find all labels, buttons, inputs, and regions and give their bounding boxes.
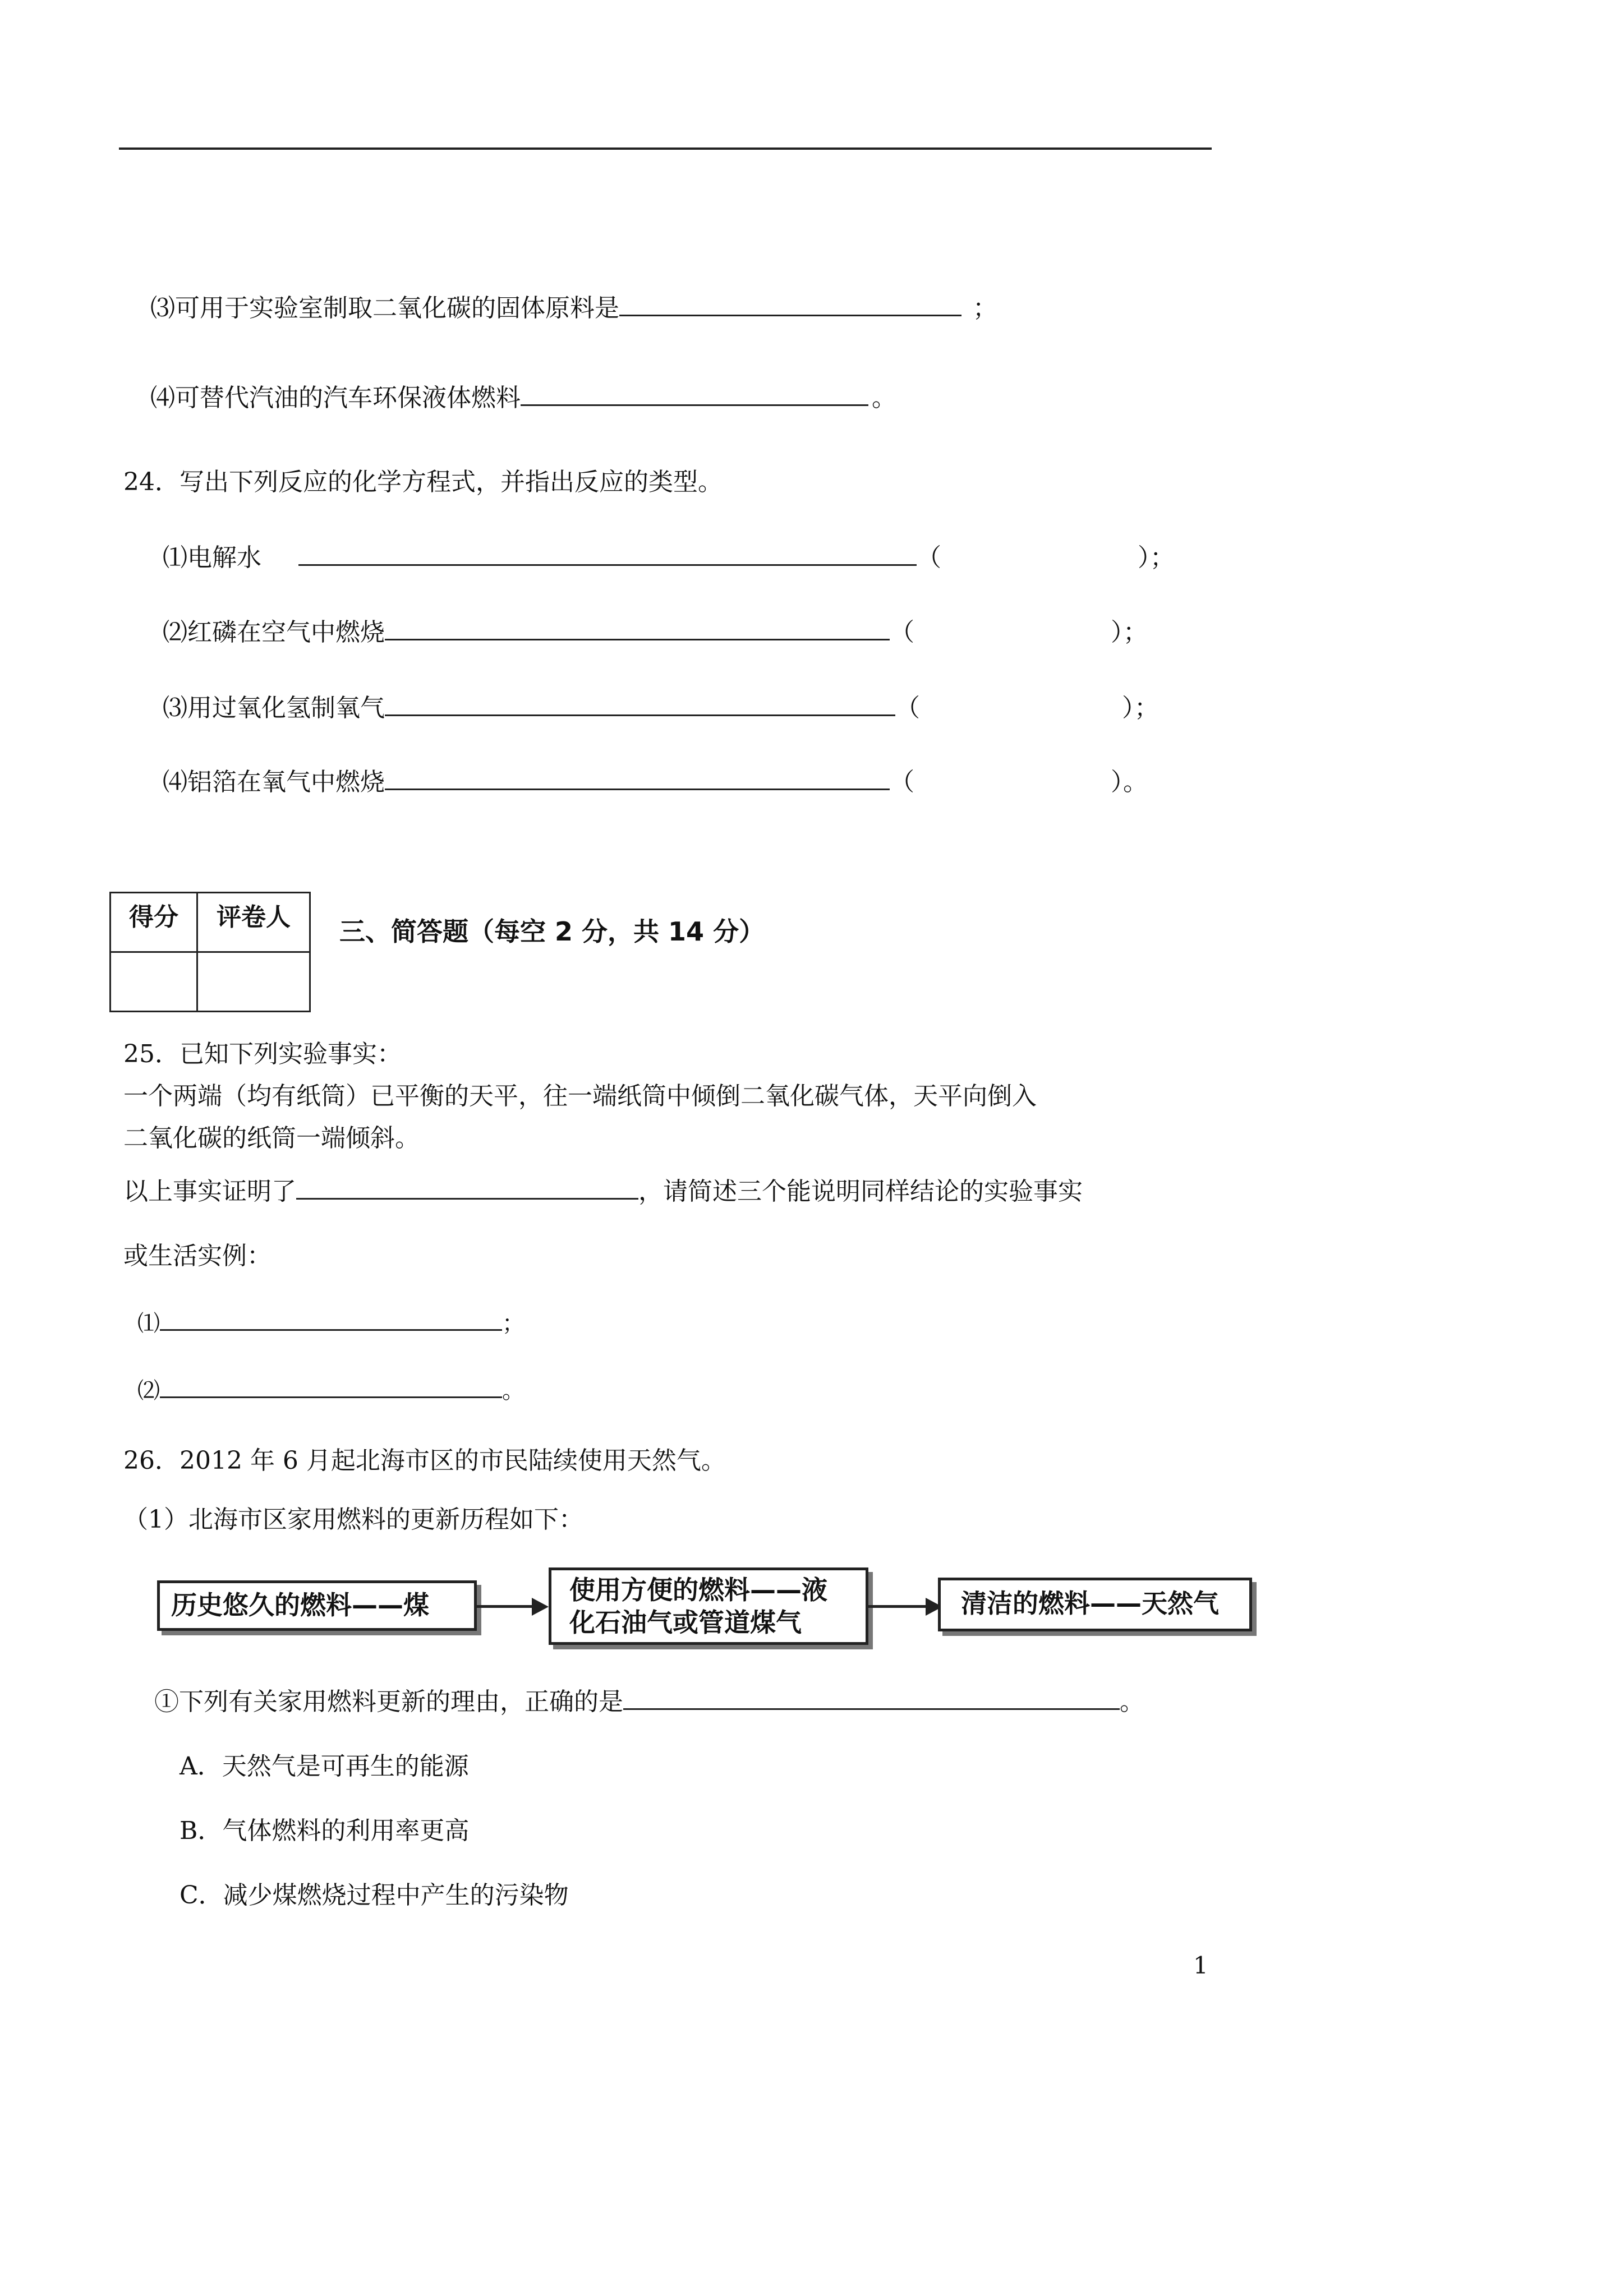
option-a: A．天然气是可再生的能源 (180, 1752, 469, 1781)
header-rule (119, 147, 1212, 150)
flow-box-coal-text: 历史悠久的燃料——煤 (171, 1590, 429, 1620)
score-header: 得分 (111, 893, 197, 952)
q24-item3-label: ⑶用过氧化氢制氧气 (163, 694, 385, 722)
q24-item2 (163, 616, 1148, 649)
q25-prove-suffix: ，请简述三个能说明同样结论的实验事实 (638, 1177, 1083, 1206)
answer-blank[interactable] (296, 1175, 638, 1200)
option-c: C．减少煤燃烧过程中产生的污染物 (180, 1881, 569, 1910)
q25-sub2 (137, 1374, 525, 1408)
q24-item1 (163, 541, 1175, 575)
open-paren: （ (890, 768, 914, 796)
flow-box-lpg-line1: 使用方便的燃料——液 (569, 1575, 827, 1605)
q24-item4-end: ）。 (1111, 768, 1148, 796)
q24-item3 (163, 691, 1159, 725)
flow-box-coal (157, 1580, 477, 1631)
answer-blank[interactable] (160, 1374, 502, 1398)
q26-sub1: （1）北海市区家用燃料的更新历程如下： (123, 1505, 583, 1534)
answer-blank[interactable] (160, 1307, 502, 1331)
q25-prove-prefix: 以上事实证明了 (123, 1177, 296, 1206)
option-b: B．气体燃料的利用率更高 (180, 1816, 470, 1845)
flow-box-lpg (549, 1567, 868, 1645)
grader-header: 评卷人 (197, 893, 310, 952)
q26-stem: 26．2012 年 6 月起北海市区的市民陆续使用天然气。 (123, 1446, 726, 1475)
flow-box-natural-gas-text: 清洁的燃料——天然气 (961, 1588, 1219, 1619)
arrow-right-icon (532, 1598, 549, 1616)
equation-blank[interactable] (385, 692, 895, 716)
q25-fact-line2: 二氧化碳的纸筒一端倾斜。 (123, 1124, 420, 1152)
q24-item4 (163, 766, 1148, 799)
score-cell[interactable] (111, 952, 197, 1012)
q25-prove-line2: 或生活实例： (123, 1242, 272, 1270)
answer-blank[interactable] (623, 1686, 1120, 1710)
q24-item1-label: ⑴电解水 (163, 543, 261, 572)
open-paren: （ (917, 543, 941, 572)
q25-sub2-end: 。 (502, 1378, 525, 1404)
q24-item1-end: ）； (1138, 543, 1175, 572)
open-paren: （ (895, 694, 920, 722)
q25-prove-line (123, 1175, 1083, 1209)
q24-item4-label: ⑷铝箔在氧气中燃烧 (163, 768, 385, 796)
q23-item4-text: ⑷可替代汽油的汽车环保液体燃料 (150, 384, 521, 412)
page-number: 1 (1193, 1952, 1208, 1979)
q23-item4-end: 。 (872, 384, 896, 412)
q23-item4 (150, 381, 896, 415)
answer-blank[interactable] (521, 382, 868, 406)
q24-item2-label: ⑵红磷在空气中燃烧 (163, 618, 385, 647)
q24-item2-end: ）； (1111, 618, 1148, 647)
q25-fact-line1: 一个两端（均有纸筒）已平衡的天平，往一端纸筒中倾倒二氧化碳气体，天平向倒入 (123, 1082, 1037, 1110)
answer-blank[interactable] (619, 292, 961, 316)
q26-question1-end: 。 (1120, 1688, 1144, 1716)
q25-sub1 (137, 1307, 525, 1340)
flow-box-lpg-line2: 化石油气或管道煤气 (569, 1607, 802, 1638)
equation-blank[interactable] (385, 766, 890, 790)
q23-item3-end: ； (973, 294, 997, 322)
grader-cell[interactable] (197, 952, 310, 1012)
q25-sub2-label: ⑵ (137, 1378, 160, 1404)
q26-question1-text: ①下列有关家用燃料更新的理由，正确的是 (154, 1688, 623, 1716)
open-paren: （ (890, 618, 914, 647)
flow-arrow-1 (477, 1605, 536, 1608)
equation-blank[interactable] (385, 616, 890, 640)
q25-stem: 25．已知下列实验事实： (123, 1040, 402, 1068)
q25-sub1-end: ； (502, 1311, 525, 1336)
q24-item3-end: ）； (1122, 694, 1159, 722)
q23-item3-text: ⑶可用于实验室制取二氧化碳的固体原料是 (150, 294, 619, 322)
flow-arrow-2 (868, 1605, 930, 1608)
section-3-title: 三、简答题（每空 2 分，共 14 分） (339, 916, 765, 947)
flow-box-natural-gas (938, 1578, 1252, 1631)
equation-blank[interactable] (298, 542, 917, 566)
q23-item3 (150, 292, 997, 325)
q24-stem: 24．写出下列反应的化学方程式，并指出反应的类型。 (123, 468, 723, 496)
q26-question1 (154, 1685, 1144, 1719)
score-table (109, 892, 311, 1012)
q25-sub1-label: ⑴ (137, 1311, 160, 1336)
